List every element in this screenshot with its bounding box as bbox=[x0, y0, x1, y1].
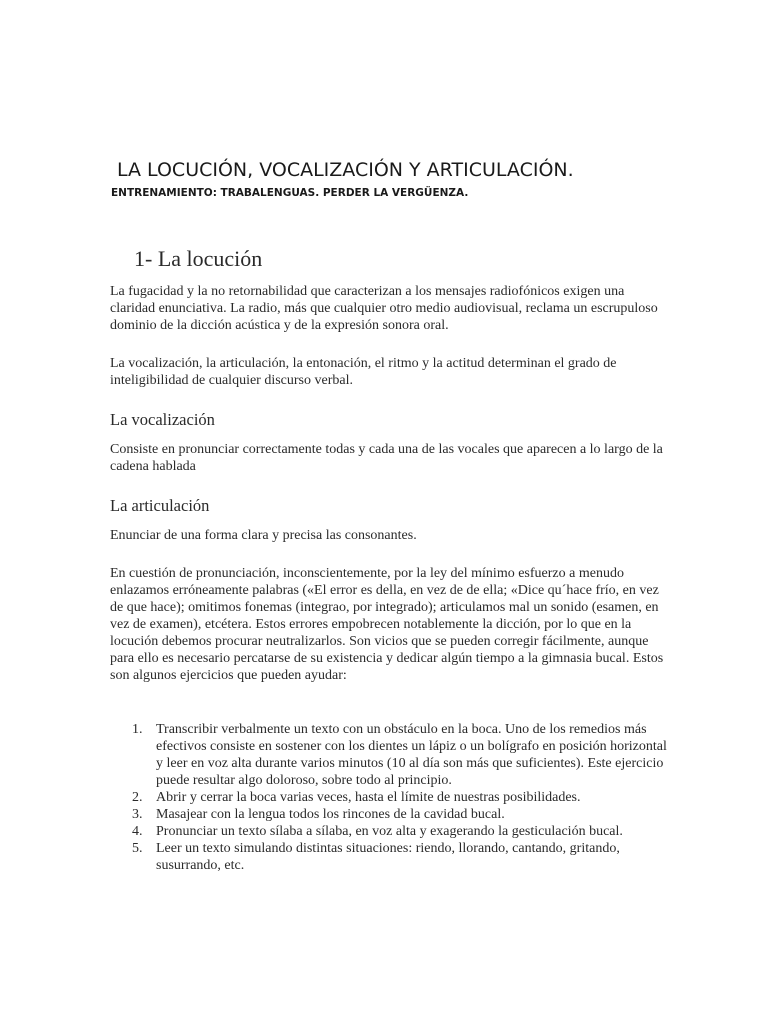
list-item-text: Abrir y cerrar la boca varias veces, hasta el límite de nuestras posibilidades. bbox=[156, 790, 581, 805]
paragraph-articulacion-body: En cuestión de pronunciación, inconscientemente, por la ley del mínimo esfuerzo a menudo enlazamos erróneamente palabras («El error es della, en vez de de ella; «Dice qu´hace frío, en vez de que hace); omitimos fonemas (integrao, por integrado); articulamos mal un sonido (esamen, en vez de examen), etcétera. Estos errores empobrecen notablemente la dicción, por lo que en la locución debemos procurar neutralizarlos. Son vicios que se pueden corregir fácilmente, aunque para ello es necesario percatarse de su existencia y dedicar algún tiempo a la gimnasia bucal. Estos son algunos ejercicios que pueden ayudar: bbox=[110, 566, 664, 683]
paragraph-articulacion-def: Enunciar de una forma clara y precisa las consonantes. bbox=[110, 528, 417, 543]
exercise-list bbox=[110, 721, 670, 874]
list-item bbox=[110, 823, 670, 840]
list-item-text: Pronunciar un texto sílaba a sílaba, en voz alta y exagerando la gesticulación bucal. bbox=[156, 824, 623, 839]
list-item-number: 3. bbox=[132, 807, 143, 822]
list-item-text: Leer un texto simulando distintas situaciones: riendo, llorando, cantando, gritando, susurrando, etc. bbox=[156, 841, 620, 873]
document-subtitle: ENTRENAMIENTO: TRABALENGUAS. PERDER LA VERGÜENZA. bbox=[111, 187, 469, 199]
list-item-text: Masajear con la lengua todos los rincones de la cavidad bucal. bbox=[156, 807, 505, 822]
list-item bbox=[110, 721, 670, 789]
paragraph-factors: La vocalización, la articulación, la entonación, el ritmo y la actitud determinan el grado de inteligibilidad de cualquier discurso verbal. bbox=[110, 356, 617, 388]
list-item bbox=[110, 840, 670, 874]
list-item bbox=[110, 806, 670, 823]
section-heading-locucion: 1- La locución bbox=[134, 246, 263, 271]
heading-vocalizacion: La vocalización bbox=[110, 410, 215, 429]
list-item bbox=[110, 789, 670, 806]
paragraph-intro: La fugacidad y la no retornabilidad que caracterizan a los mensajes radiofónicos exigen una claridad enunciativa. La radio, más que cualquier otro medio audiovisual, reclama un escrupuloso dominio de la dicción acústica y de la expresión sonora oral. bbox=[110, 284, 658, 333]
list-item-text: Transcribir verbalmente un texto con un obstáculo en la boca. Uno de los remedios más efectivos consiste en sostener con los dientes un lápiz o un bolígrafo en posición horizontal y leer en voz alta durante varios minutos (10 al día son más que suficientes). Este ejercicio puede resultar algo doloroso, sobre todo al principio. bbox=[156, 722, 667, 788]
list-item-number: 4. bbox=[132, 824, 143, 839]
heading-articulacion: La articulación bbox=[110, 496, 210, 515]
list-item-number: 2. bbox=[132, 790, 143, 805]
list-item-number: 5. bbox=[132, 841, 143, 856]
paragraph-vocalizacion: Consiste en pronunciar correctamente todas y cada una de las vocales que aparecen a lo largo de la cadena hablada bbox=[110, 442, 663, 474]
list-item-number: 1. bbox=[132, 722, 143, 737]
document-title: LA LOCUCIÓN, VOCALIZACIÓN Y ARTICULACIÓN. bbox=[117, 159, 574, 181]
